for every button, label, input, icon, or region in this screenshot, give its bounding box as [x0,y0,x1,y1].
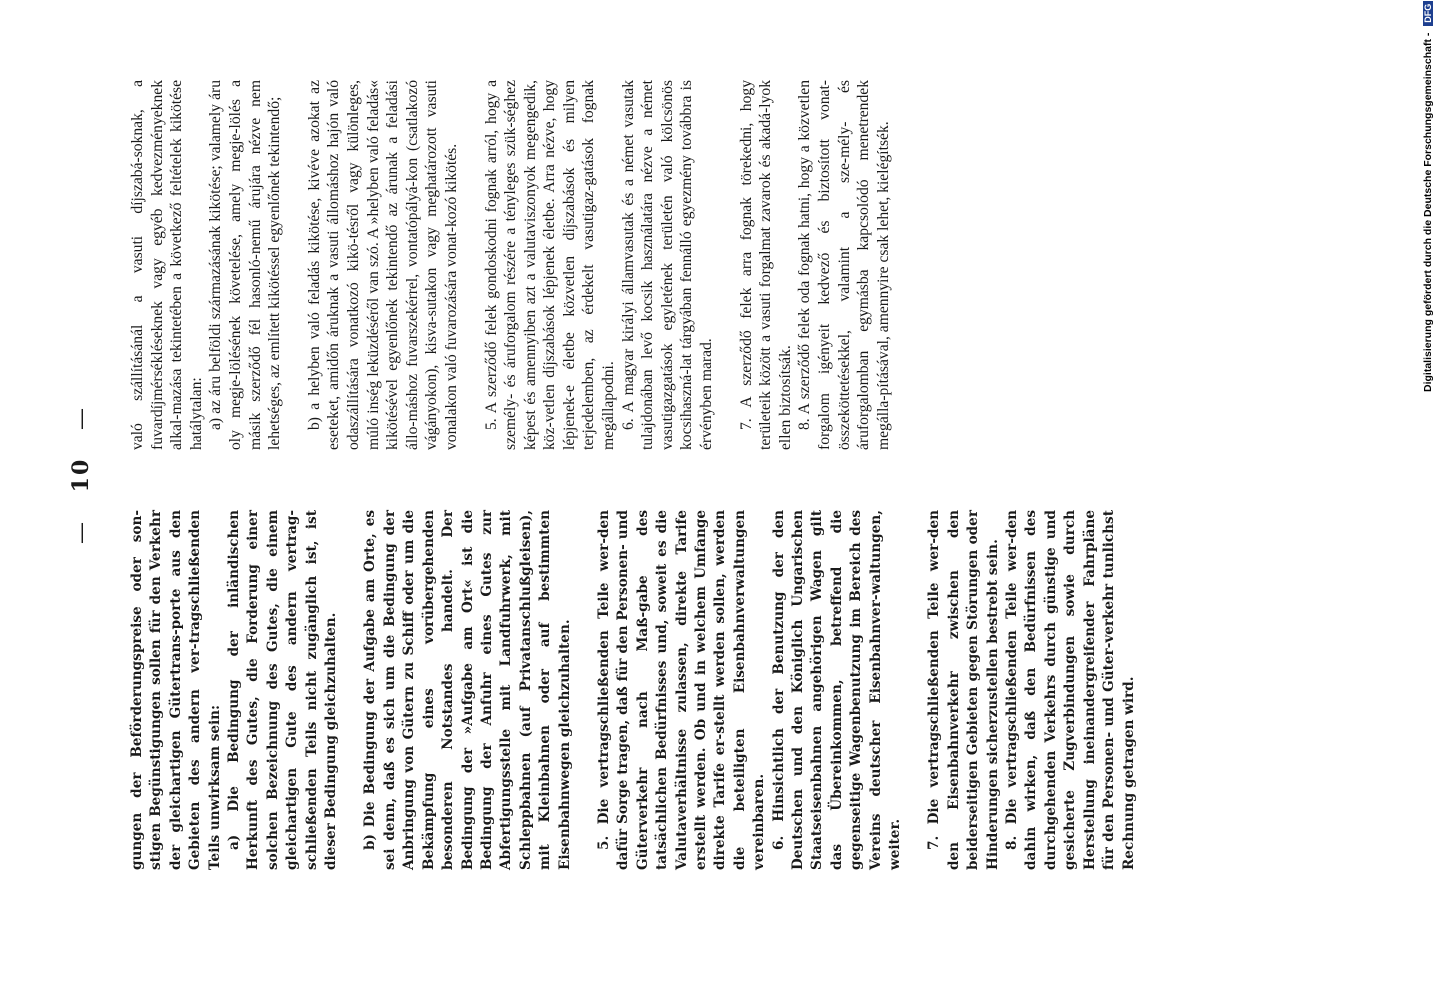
hungarian-column [128,80,893,450]
german-column [128,510,1139,870]
german-paragraph-5: 5. Die vertragschließenden Teile wer-den dafür Sorge tragen, daß für den Personen- und Güterverkehr nach Maß-gabe des tatsächlichen Bedürfnisses und, soweit es die Valutaverhältnisse zulassen, direkte Tarife erstellt werden. Ob und in welchem Umfange direkte Tarife er-stellt werden sollen, werden die beteiligten Eisenbahnverwaltungen vereinbaren. [595,510,768,870]
hungarian-paragraph-intro: való szállításánál a vasuti díjszabá-soknak, a fuvardíjmérsékléseknek vagy egyéb kedvezményeknek alkal-mazása tekintetében a következő feltételek kikötése hatálytalan: [129,80,205,450]
hungarian-paragraph-8: 8. A szerződő felek oda fognak hatni, hogy a közvetlen forgalom igényeit kedvező és biztosított vonat-összeköttetésekkel, valamint a sze-mély- és áruforgalomban egymásba kapcsolódó menetrendek megálla-pításával, amennyire csak lehet, kielégítsék. [796,80,892,450]
german-paragraph-b: b) Die Bedingung der Aufgabe am Orte, es sei denn, daß es sich um die Bedingung der Anbringung von Gütern zu Schiff oder um die Bekämpfung eines vorübergehenden besonderen Notstandes handelt. Der Bedingung der »Aufgabe am Ort« ist die Bedingung der Anfuhr eines Gutes zur Abfertigungsstelle mit Landfuhrwerk, mit Schleppbahnen (auf Privatanschlußgleisen), mit Kleinbahnen oder auf bestimmten Eisenbahnwegen gleichzuhalten. [362,510,573,870]
dfg-logo: DFG [1423,1,1433,26]
page-header [68,80,94,870]
german-paragraph-intro: gungen der Beförderungspreise oder son-stigen Begünstigungen sollen für den Verkehr der gleichartigen Gütertrans-porte aus den Gebieten des andern ver-tragschließenden Teils unwirksam sein: [129,510,223,870]
hungarian-paragraph-5: 5. A szerződő felek gondoskodni fognak arról, hogy a személy- és áruforgalom részére a tényleges szük-séghez képest és amennyiben azt a valutaviszonyok megengedik, köz-vetlen díjszabások lépjenek életbe. Arra nézve, hogy lépjenek-e életbe közvetlen díjszabások és milyen terjedelemben, az érdekelt vasutigaz-gatások fognak megállapodni. [482,80,618,450]
header-dash-left: — [69,519,94,544]
german-paragraph-a: a) Die Bedingung der inländischen Herkunft des Gutes, die Forderung einer solchen Bezeichnung des Gutes, die einem gleichartigen Gute des andern vertrag-schließenden Teils nicht zugänglich ist, ist dieser Bedingung gleichzuhalten. [226,510,340,870]
hungarian-paragraph-b: b) a helyben való feladás kikötése, kivéve azokat az eseteket, amidőn áruknak a vasuti állomáshoz hajón való odaszállítására vonatkozó kikö-tésről vagy különleges, múló inség leküzdéséről van szó. A »helyben való feladás« kikötésével egyenlőnek tekintendő az árunak a feladási állo-máshoz fuvarszekérrel, vontatópályá-kon (csatlakozó vágányokon), kisva-sutakon vagy meghatározott vasuti vonalakon való fuvarozására vonat-kozó kikötés. [305,80,460,450]
german-paragraph-6: 6. Hinsichtlich der Benutzung der den Deutschen und den Königlich Ungarischen Staatseisenbahnen angehörigen Wagen gilt das Übereinkommen, betreffend die gegenseitige Wagenbenutzung im Bereich des Vereins deutscher Eisenbahnver-waltungen, weiter. [770,510,904,870]
header-dash-right: — [69,406,94,431]
hungarian-paragraph-7: 7. A szerződő felek arra fognak törekedni, hogy területeik között a vasuti forgalmat zavarok és akadá-lyok ellen biztosítsák. [737,80,794,450]
hungarian-paragraph-6: 6. A magyar királyi államvasutak és a német vasutak tulajdonában levő kocsik használatára nézve a német vasutigazgatások egyletének területén való kölcsönös kocsihaszná-lat tárgyában fennálló egyezmény továbbra is érvényben marad. [619,80,716,450]
digitization-credit-text: Digitalisierung gefördert durch die Deutsche Forschungsgemeinschaft - [1422,32,1434,392]
page-number: 10 [68,457,94,493]
german-paragraph-7: 7. Die vertragschließenden Teile wer-den den Eisenbahnverkehr zwischen den beiderseitigen Gebieten gegen Störungen oder Hinderungen sicherzustellen bestrebt sein. [926,510,1001,870]
page-content-rotated [68,80,1308,870]
digitization-credit [1422,0,1434,392]
german-paragraph-8: 8. Die vertragschließenden Teile wer-den dahin wirken, daß den Bedürfnissen des durchgehenden Verkehrs durch günstige und gesicherte Zugverbindungen sowie durch Herstellung ineinandergreifender Fahrpläne für den Personen- und Güter-verkehr tunlichst Rechnung getragen wird. [1004,510,1137,870]
hungarian-paragraph-a: a) az áru belföldi származásának kikötése; valamely áru oly megje-lölésének követelése, amely megje-lölés a másik szerződő fél hasonló-nemű árujára nézve nem lehetséges, az említett kikötéssel egyenlőnek tekintendő; [207,80,284,450]
